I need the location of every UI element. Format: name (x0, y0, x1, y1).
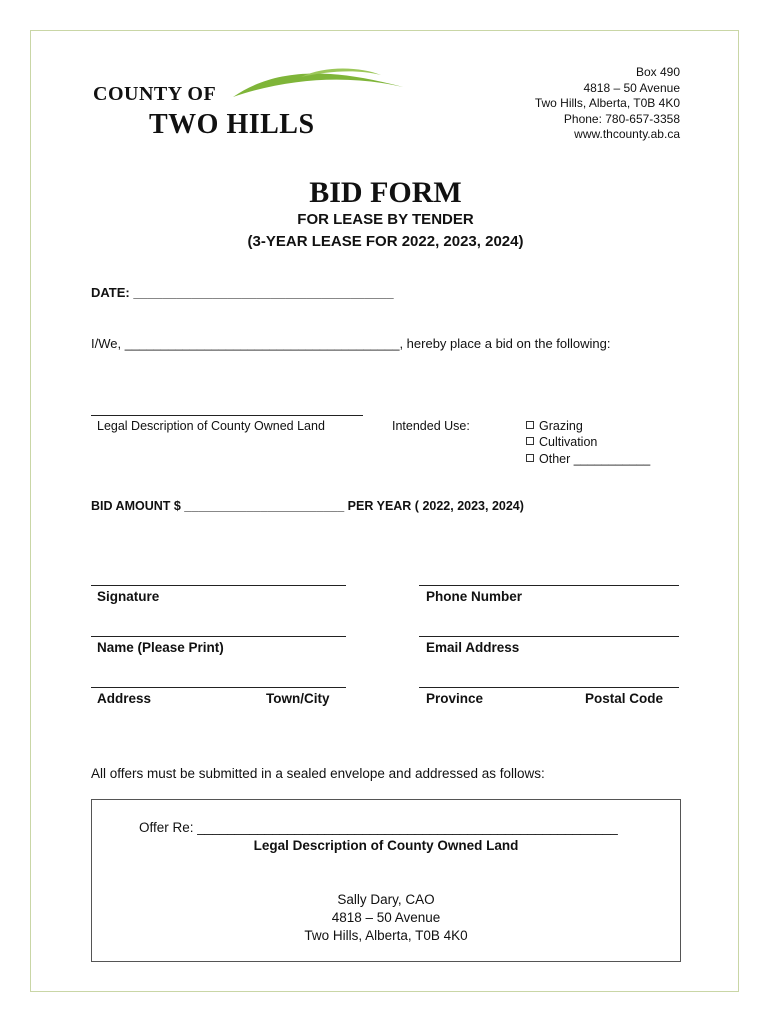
form-subtitle: FOR LEASE BY TENDER (297, 211, 474, 228)
county-address-block (535, 65, 680, 143)
use-option-label: Other ___________ (539, 452, 651, 466)
use-option-other[interactable] (526, 452, 650, 466)
envelope-address-box (91, 799, 681, 962)
logo-text-two-hills: TWO HILLS (149, 109, 315, 140)
phone-number-rule[interactable] (419, 585, 679, 586)
name-label: Name (Please Print) (97, 640, 224, 655)
intended-use-label: Intended Use: (392, 419, 470, 433)
address-city: Two Hills, Alberta, T0B 4K0 (534, 96, 680, 110)
address-rule[interactable] (91, 687, 346, 688)
town-city-label: Town/City (266, 691, 330, 706)
use-option-label: Cultivation (539, 435, 598, 449)
province-label: Province (426, 691, 484, 706)
postal-code-label: Postal Code (585, 691, 664, 706)
bid-amount-field[interactable]: BID AMOUNT $ _______________________ PER YEAR ( 2022, 2023, 2024) (91, 499, 524, 513)
signature-label: Signature (97, 589, 160, 604)
submission-instructions: All offers must be submitted in a sealed envelope and addressed as follows: (91, 766, 545, 781)
county-logo-swoosh-icon (231, 63, 406, 103)
checkbox-icon[interactable] (526, 437, 534, 445)
name-rule[interactable] (91, 636, 346, 637)
province-rule[interactable] (419, 687, 679, 688)
legal-description-rule[interactable] (91, 415, 363, 416)
use-option-grazing[interactable] (526, 419, 583, 433)
form-title: BID FORM (309, 176, 462, 209)
bidder-name-field[interactable]: I/We, ______________________________________, hereby place a bid on the following: (91, 336, 611, 351)
form-page (30, 30, 739, 992)
recipient-street: 4818 – 50 Avenue (331, 910, 441, 925)
envelope-legal-description-label: Legal Description of County Owned Land (253, 838, 519, 853)
use-option-label: Grazing (539, 419, 583, 433)
address-street: 4818 – 50 Avenue (583, 80, 680, 95)
email-label: Email Address (426, 640, 520, 655)
form-lease-years: (3-YEAR LEASE FOR 2022, 2023, 2024) (247, 233, 524, 250)
checkbox-icon[interactable] (526, 454, 534, 462)
address-website[interactable]: www.thcounty.ab.ca (574, 127, 680, 141)
address-box: Box 490 (635, 65, 680, 79)
offer-re-field[interactable]: Offer Re: ________________________________________________________ (139, 820, 618, 835)
signature-rule[interactable] (91, 585, 346, 586)
date-field[interactable]: DATE: ____________________________________ (91, 285, 394, 300)
address-phone: Phone: 780-657-3358 (563, 111, 680, 126)
email-rule[interactable] (419, 636, 679, 637)
legal-description-label: Legal Description of County Owned Land (97, 419, 325, 433)
recipient-name: Sally Dary, CAO (337, 892, 435, 907)
use-option-cultivation[interactable] (526, 435, 597, 449)
phone-number-label: Phone Number (426, 589, 523, 604)
envelope-recipient-address (92, 891, 680, 945)
logo-text-county-of: COUNTY OF (93, 83, 217, 105)
address-label: Address (97, 691, 152, 706)
checkbox-icon[interactable] (526, 421, 534, 429)
recipient-city: Two Hills, Alberta, T0B 4K0 (304, 928, 468, 943)
